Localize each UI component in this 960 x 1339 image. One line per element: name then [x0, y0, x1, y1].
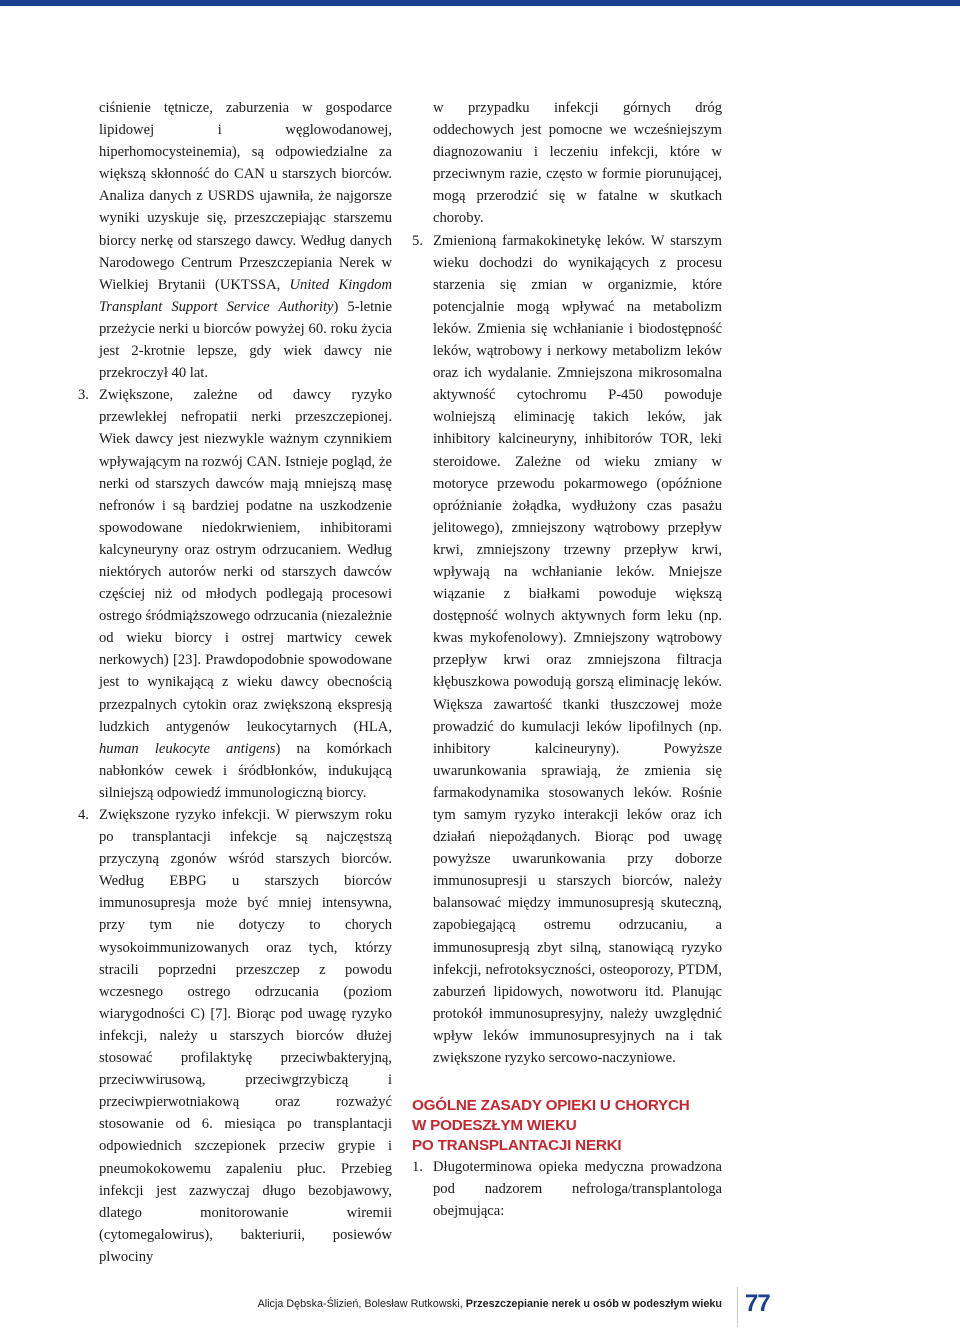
list-number: 5.: [412, 232, 423, 249]
list-item-1: 1. Długoterminowa opieka medyczna prowadzona pod nadzorem nefrologa/transplantologa obejmująca:: [412, 1156, 722, 1222]
list-number: 4.: [78, 807, 89, 823]
list-item-3: 3. Zwiększone, zależne od dawcy ryzyko przewlekłej nefropatii nerki przeszczepionej. Wiek dawcy jest niezwykle ważnym czynnikiem wpływającym na rozwój CAN. Istnieje pogląd, że nerki od starszych dawców mają mniejszą masę nefronów i są bardziej podatne na uszkodzenie spowodowane niedokrwieniem, inhibitorami kalcyneuryny oraz ostrym odrzucaniem. Według niektórych autorów nerki od starszych dawców częściej niż od młodych podlegają procesowi ostrego śródmiąższowego odrzucania (niezależnie od wieku biorcy i ostrej martwicy cewek nerkowych) [23]. Prawdopodobnie spowodowane jest to wynikającą z wieku dawcy obecnością przezpalnych cytokin oraz zwiększoną ekspresją ludzkich antygenów leukocytarnych (HLA, human leukocyte antigens) na komórkach nabłonków cewek i śródbłonków, indukującą silniejszą odpowiedź immunologiczną biorcy.: [78, 384, 392, 804]
list-item-5: 5. Zmienioną farmakokinetykę leków. W starszym wieku dochodzi do wynikających z procesu starzenia się zmian w organizmie, które potencjalnie mogą wpływać na metabolizm leków. Zmienia się wchłanianie i biodostępność leków, wątrobowy i nerkowy metabolizm leków oraz ich wydalanie. Zmniejszona mikrosomalna aktywność cytochromu P-450 powoduje wolniejszą eliminację takich leków, jak inhibitory kalcineuryny, inhibitorów TOR, leki steroidowe. Zależne od wieku zmiany w motoryce przewodu pokarmowego (opóźnione opróżnianie żołądka, wydłużony czas pasażu jelitowego), zmniejszony wątrobowy przepływ krwi, zmniejszony trzewny przepływ krwi, wpływają na wchłanianie leków. Mniejsze wiązanie z białkami powoduje większą dostępność wolnych aktywnych form leku (np. kwas mykofenolowy). Zmniejszony wątrobowy przepływ krwi oraz zmniejszona filtracja kłębuszkowa powodują gorszą eliminację leków. Większa zawartość tkanki tłuszczowej może prowadzić do kumulacji leków lipofilnych (np. inhibitory kalcineuryny). Powyższe uwarunkowania sprawiają, że zmienia się farmakodynamika stosowanych leków. Rośnie tym samym ryzyko interakcji leków oraz ich działań niepożądanych. Biorąc pod uwagę powyższe uwarunkowania przy doborze immunosupresji u starszych biorców, należy balansować między immunosupresją skuteczną, zapobiegającą ostremu odrzucaniu, a immunosupresją zbyt silną, stanowiącą ryzyko infekcji, nefrotoksyczności, osteoporozy, PTDM, zaburzeń lipidowych, nowotworu itd. Planując protokół immunosupresyjny, należy uwzględnić wpływ leków immunosupresyjnych na i tak zwiększone ryzyko sercowo-naczyniowe.: [412, 230, 722, 1070]
list-item-4: 4. Zwiększone ryzyko infekcji. W pierwszym roku po transplantacji infekcje są najczęstszą przyczyną zgonów wśród starszych biorców. Według EBPG u starszych biorców immunosupresja może być mniej intensywna, przy tym nie dotyczy to chorych wysokoimmunizowanych oraz tych, którzy stracili poprzedni przeszczep z powodu wczesnego ostrego odrzucania (poziom wiarygodności C) [7]. Biorąc pod uwagę ryzyko infekcji, należy u starszych biorców dłużej stosować profilaktykę przeciwbakteryjną, przeciwwirusową, przeciwgrzybiczą i przeciwpierwotniakową oraz rozważyć stosowanie od 6. miesiąca po transplantacji odpowiednich szczepionek przeciw grypie i pneumokokowemu zapaleniu płuc. Przebieg infekcji jest zazwyczaj długo bezobjawowy, dlatego monitorowanie wiremii (cytomegalowirus), bakteriurii, posiewów plwociny: [78, 804, 392, 1268]
list-number: 3.: [78, 387, 89, 404]
left-text-column: [78, 97, 392, 1268]
right-text-column: [412, 97, 722, 1222]
continued-paragraph: ciśnienie tętnicze, zaburzenia w gospodarce lipidowej i węglowodanowej, hiperhomocysteinemia), są odpowiedzialne za większą skłonność do CAN u starszych biorców. Analiza danych z USRDS ujawniła, że najgorsze wyniki uzyskuje się, przeszczepiając starszemu biorcy nerkę od starszego dawcy. Według danych Narodowego Centrum Przeszczepiania Nerek w Wielkiej Brytanii (UKTSSA, United Kingdom Transplant Support Service Authority) 5-letnie przeżycie nerki u biorców powyżej 60. roku życia jest 2-krotnie lepsze, gdy wiek dawcy nie przekroczył 40 lat.: [99, 100, 392, 382]
running-footer: [180, 1298, 722, 1310]
section-heading: OGÓLNE ZASADY OPIEKI U CHORYCH W PODESZŁYM WIEKU PO TRANSPLANTACJI NERKI: [412, 1097, 690, 1155]
list-number: 1.: [412, 1159, 423, 1176]
footer-authors: Alicja Dębska-Ślizień, Bolesław Rutkowski,: [257, 1298, 466, 1310]
footer-divider: [737, 1287, 738, 1327]
page-number: 77: [745, 1290, 770, 1317]
top-color-bar: [0, 0, 960, 6]
continued-list-text: w przypadku infekcji górnych dróg oddechowych jest pomocne we wcześniejszym diagnozowaniu i leczeniu infekcji, które w przeciwnym razie, często w formie piorunującej, mogą przerodzić się w fatalne w skutkach choroby.: [433, 100, 722, 227]
footer-title: Przeszczepianie nerek u osób w podeszłym wieku: [465, 1298, 722, 1310]
